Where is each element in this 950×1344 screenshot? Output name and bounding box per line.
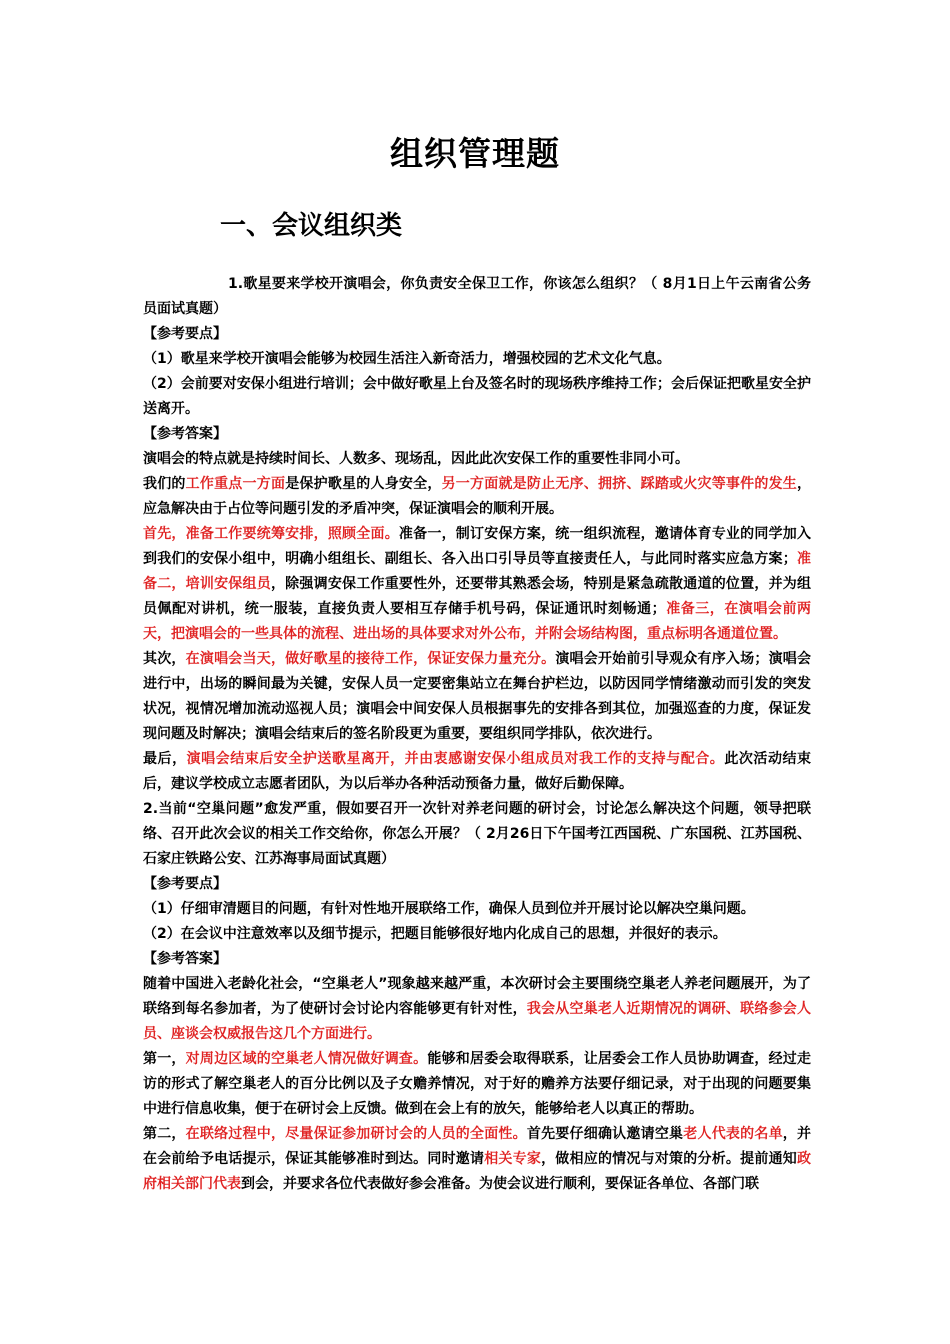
point-item: （1）仔细审清题目的问题，有针对性地开展联络工作，确保人员到位并开展讨论以解决空巢问题。 [143,901,755,917]
answer-paragraph: 演唱会的特点就是持续时间长、人数多、现场乱，因此此次安保工作的重要性非同小可。 [143,451,689,467]
document-body [143,272,811,1197]
text-run: 到会，并要求各位代表做好参会准备。为使会议进行顺利，要保证各单位、各部门联 [241,1176,759,1192]
point-item: （2）在会议中注意效率以及细节提示，把题目能够很好地内化成自己的思想，并很好的表示。 [143,926,727,942]
answer-paragraph [143,972,811,1047]
answer-heading: 【参考答案】 [143,951,227,967]
answer-paragraph [143,1122,811,1197]
text-run: 首先要仔细确认邀请空巢 [526,1126,684,1142]
text-run: 其次， [143,651,186,667]
highlight-run: 准备三，在演唱会前两天，把演唱会的一些具体的流程、进出场的具体要求对外公布，并附会场结构图，重点标明各通道位置。 [143,601,812,642]
highlight-run: 对周边区域的空巢老人情况做好调查。 [185,1051,428,1067]
highlight-run: 演唱会结束后安全护送歌星离开，并由衷感谢安保小组成员对我工作的支持与配合。 [186,751,725,767]
points-heading: 【参考要点】 [143,326,227,342]
text-run: 准备一，制订安保方案，统一组织流程，邀请体育专业的同学加入到我们的安保小组中，明确小组组长、副组长、各入出口引导员等直接责任人，与此同时落实应急方案； [143,526,812,567]
point-item: （2）会前要对安保小组进行培训；会中做好歌星上台及签名时的现场秩序维持工作；会后保证把歌星安全护送离开。 [143,376,811,417]
text-run: 演唱会开始前引导观众有序入场；演唱会进行中，出场的瞬间最为关键，安保人员一定要密集站立在舞台护栏边，以防因同学情绪激动而引发的突发状况，视情况增加流动巡视人员；演唱会中间安保人员根据事先的安排各到其位，加强巡查的力度，保证发现问题及时解决；演唱会结束后的签名阶段更为重要，要组织同学排队，依次进行。 [143,651,812,742]
text-run: 随着中国进入老龄化社会，“空巢老人”现象越来越严重，本次研讨会主要围绕空巢老人养老问题展开，为了联络到每名参加者，为了使研讨会讨论内容能够更有针对性， [143,976,811,1017]
highlight-run: 我会从空巢老人近期情况的调研、联络参会人员、座谈会权威报告这几个方面进行。 [143,1001,812,1042]
answer-paragraph [143,472,811,522]
highlight-run: 工作重点一方面 [185,476,286,492]
text-run: ，做相应的情况与对策的分析。提前通知 [541,1151,798,1167]
highlight-run: 在联络过程中，尽量保证参加研讨会的人员的全面性。 [185,1126,527,1142]
point-item: （1）歌星来学校开演唱会能够为校园生活注入新奇活力，增强校园的艺术文化气息。 [143,351,671,367]
question-1: 1.歌星要来学校开演唱会，你负责安全保卫工作，你该怎么组织？（ 8月1日上午云南省公务员面试真题） [143,276,811,317]
text-run: 此次活动结束后，建议学校成立志愿者团队，为以后举办各种活动预备力量，做好后勤保障。 [143,751,812,792]
text-run: 我们的 [143,476,186,492]
text-run: ，除强调安保工作重要性外，还要带其熟悉会场，特别是紧急疏散通道的位置，并为组员佩配对讲机，统一服装，直接负责人要相互存储手机号码，保证通讯时刻畅通； [143,576,812,617]
highlight-run: 首先，准备工作要统筹安排，照顾全面。 [143,526,399,542]
answer-paragraph [143,747,811,797]
text-run: ，并在会前给予电话提示，保证其能够准时到达。同时邀请 [143,1126,812,1167]
points-heading: 【参考要点】 [143,876,227,892]
section-heading: 一、会议组织类 [220,211,403,241]
text-run: 第一， [143,1051,186,1067]
highlight-run: 另一方面就是防止无序、拥挤、踩踏或火灾等事件的发生 [441,476,798,492]
text-run: ，应急解决由于占位等问题引发的矛盾冲突，保证演唱会的顺利开展。 [143,476,812,517]
answer-paragraph [143,647,811,747]
answer-heading: 【参考答案】 [143,426,227,442]
highlight-run: 相关专家 [484,1151,542,1167]
question-2: 2.当前“空巢问题”愈发严重，假如要召开一次针对养老问题的研讨会，讨论怎么解决这个问题，领导把联络、召开此次会议的相关工作交给你，你怎么开展？（ 2月26日下午国考江西国税、广东国税、江苏国税、石家庄铁路公安、江苏海事局面试真题） [143,801,811,867]
text-run: 第二， [143,1126,186,1142]
text-run: 能够和居委会取得联系，让居委会工作人员协助调查，经过走访的形式了解空巢老人的百分比例以及子女赡养情况，对于好的赡养方法要仔细记录，对于出现的问题要集中进行信息收集，便于在研讨会上反馈。做到在会上有的放矢，能够给老人以真正的帮助。 [143,1051,812,1117]
highlight-run: 政府相关部门代表 [143,1151,812,1192]
text-run: 最后， [143,751,187,767]
page-title: 组织管理题 [390,134,560,173]
answer-paragraph [143,522,811,647]
highlight-run: 老人代表的名单 [683,1126,783,1142]
text-run: 是保护歌星的人身安全， [285,476,442,492]
highlight-run: 准备二，培训安保组员 [143,551,811,592]
answer-paragraph [143,1047,811,1122]
highlight-run: 在演唱会当天，做好歌星的接待工作，保证安保力量充分。 [185,651,556,667]
